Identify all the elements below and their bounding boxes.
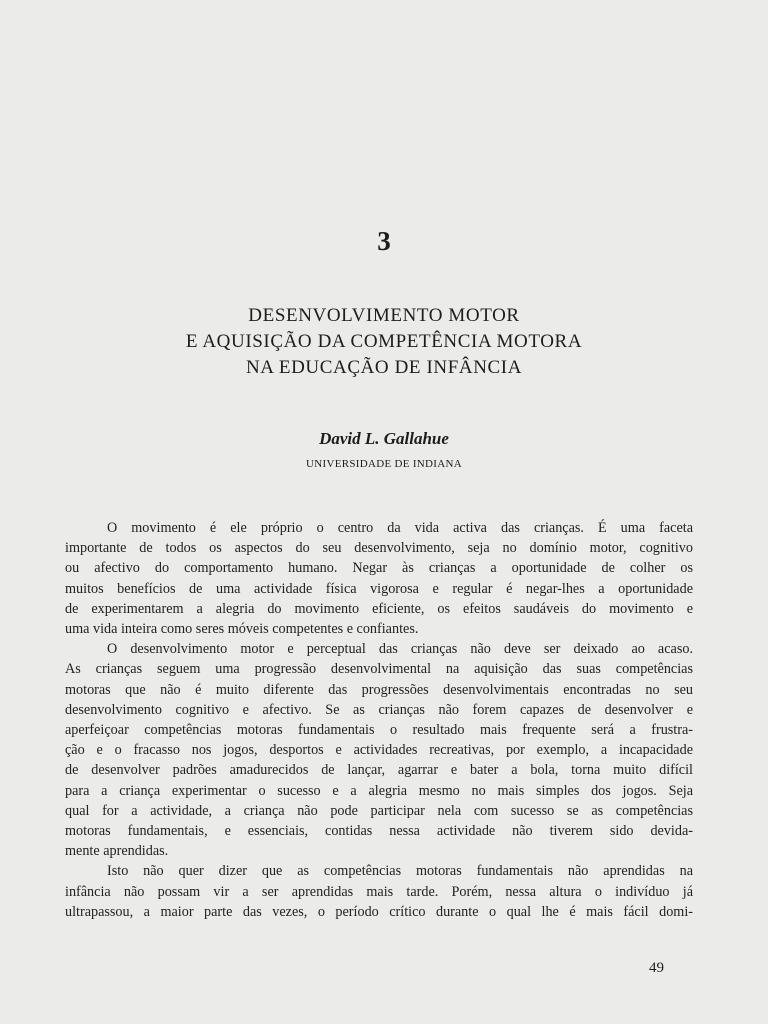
author-affiliation: UNIVERSIDADE DE INDIANA xyxy=(306,458,462,470)
text-line: aperfeiçoar competências motoras fundamentais o resultado mais frequente será a frustra- xyxy=(65,722,693,739)
text-line: O movimento é ele próprio o centro da vida activa das crianças. É uma faceta xyxy=(107,520,693,536)
text-line: infância não possam vir a ser aprendidas mais tarde. Porém, nessa altura o indivíduo já xyxy=(65,883,693,900)
text-line: O desenvolvimento motor e perceptual das crianças não deve ser deixado ao acaso. xyxy=(107,641,693,658)
page-number: 49 xyxy=(649,960,664,976)
text-line: de experimentarem a alegria do movimento eficiente, os efeitos saudáveis do movimento e xyxy=(65,600,693,617)
chapter-number: 3 xyxy=(377,226,391,256)
text-line: para a criança experimentar o sucesso e a alegria mesmo no mais simples dos jogos. Seja xyxy=(65,782,693,799)
text-line: As crianças seguem uma progressão desenvolvimental na aquisição das suas competências xyxy=(65,661,693,678)
text-line: uma vida inteira como seres móveis competentes e confiantes. xyxy=(65,621,419,638)
text-line: ultrapassou, a maior parte das vezes, o período crítico durante o qual lhe é mais fácil domi- xyxy=(65,903,693,920)
body-text xyxy=(65,518,693,922)
chapter-title xyxy=(0,303,768,381)
text-line: ção e o fracasso nos jogos, desportos e actividades recreativas, por exemplo, a incapacidade xyxy=(65,742,693,759)
text-line: muitos benefícios de uma actividade física vigorosa e regular é negar-lhes a oportunidade xyxy=(65,580,693,597)
text-line: qual for a actividade, a criança não pode participar nela com sucesso se as competências xyxy=(65,802,693,819)
text-line: Isto não quer dizer que as competências motoras fundamentais não aprendidas na xyxy=(107,863,693,880)
text-line: de desenvolver padrões amadurecidos de lançar, agarrar e bater a bola, torna muito difícil xyxy=(65,762,693,779)
author-name: David L. Gallahue xyxy=(319,429,449,448)
chapter-title-line: NA EDUCAÇÃO DE INFÂNCIA xyxy=(245,357,523,378)
chapter-title-line: E AQUISIÇÃO DA COMPETÊNCIA MOTORA xyxy=(185,331,583,352)
text-line: motoras fundamentais, e essenciais, contidas nessa actividade não tiverem sido devida- xyxy=(65,823,693,840)
text-line: ou afectivo do comportamento humano. Negar às crianças a oportunidade de colher os xyxy=(65,560,693,577)
text-line: motoras que não é muito diferente das progressões desenvolvimentais encontradas no seu xyxy=(65,681,693,698)
chapter-title-line: DESENVOLVIMENTO MOTOR xyxy=(248,305,520,326)
text-line: importante de todos os aspectos do seu desenvolvimento, seja no domínio motor, cognitivo xyxy=(65,540,693,557)
text-line: mente aprendidas. xyxy=(65,843,169,860)
text-line: desenvolvimento cognitivo e afectivo. Se as crianças não forem capazes de desenvolver e xyxy=(65,701,693,718)
